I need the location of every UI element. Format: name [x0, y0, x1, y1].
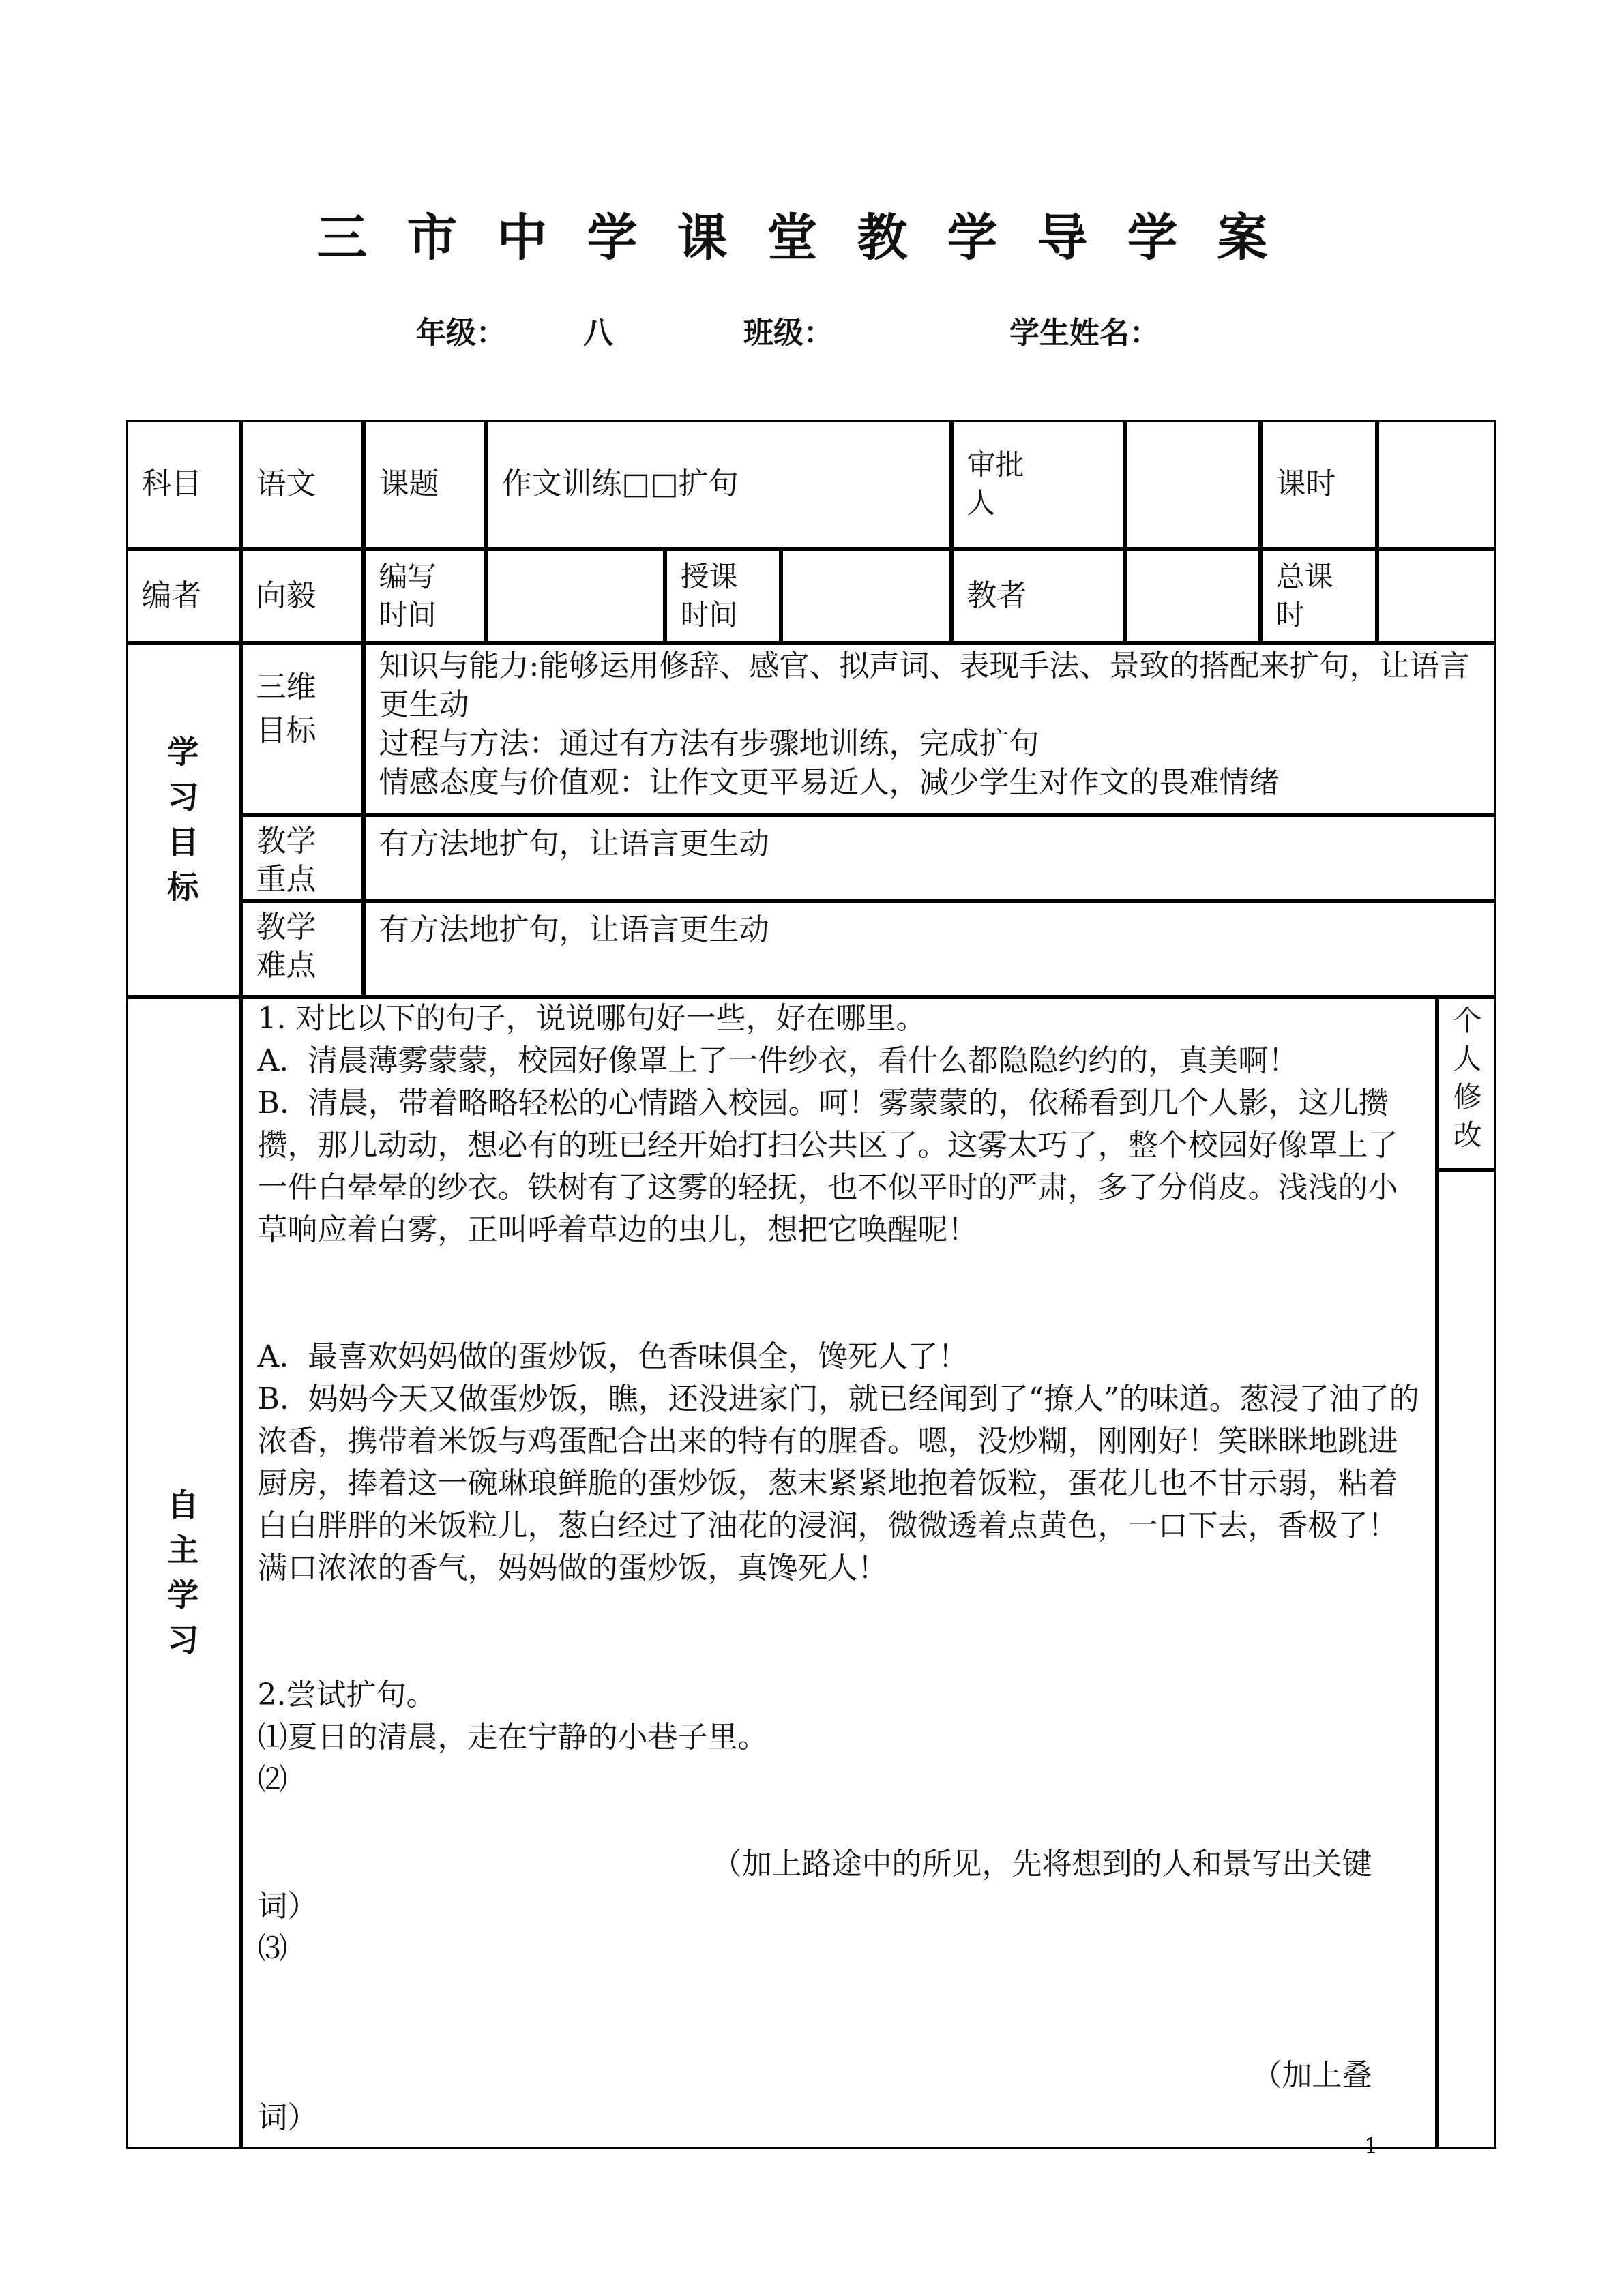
- page-number: 1: [1364, 2133, 1378, 2159]
- q2-item-1: ⑴夏日的清晨，走在宁静的小巷子里。: [257, 1719, 768, 1755]
- total-hours-value-cell: [1377, 549, 1496, 643]
- write-time-label-cell: 编写时间: [364, 549, 486, 643]
- personal-edit-label-cell: 个人修改: [1437, 997, 1496, 1170]
- q1-option-b1: B. 清晨，带着略略轻松的心情踏入校园。呵！雾蒙蒙的，依稀看到几个人影，这儿攒攒，那儿动动，想必有的班已经开始打扫公共区了。这雾太巧了，整个校园好像罩上了一件白晕晕的纱衣。铁树有了这雾的轻抚，也不似平时的严肃，多了分俏皮。浅浅的小草响应着白雾，正叫呼着草边的虫儿，想把它唤醒呢！: [257, 1085, 1398, 1247]
- teach-time-value-cell: [781, 549, 951, 643]
- difficulty-label-cell: 教学难点: [241, 901, 364, 997]
- q2-hint-3-end: 词）: [257, 2100, 318, 2135]
- grade-value: 八: [583, 316, 613, 351]
- objectives-section-label: 学习目标: [126, 643, 241, 997]
- q1-title: 1. 对比以下的句子，说说哪句好一些，好在哪里。: [257, 1000, 926, 1036]
- student-name-label: 学生姓名：: [1009, 316, 1160, 351]
- grade-label: 年级：: [416, 316, 506, 351]
- total-hours-label-cell: 总课时: [1260, 549, 1377, 643]
- key-point-label-cell: 教学重点: [241, 815, 364, 901]
- objective-process: 过程与方法：通过有方法有步骤地训练，完成扩句: [379, 726, 1039, 761]
- student-info-line: [0, 308, 1624, 356]
- three-dim-objectives: [364, 643, 1496, 815]
- teach-time-label-cell: 授课时间: [665, 549, 781, 643]
- hours-value-cell: [1377, 420, 1496, 549]
- subject-value-cell: 语文: [241, 420, 364, 549]
- page-title: 三市中学课堂教学导学案: [316, 209, 1308, 267]
- q2-item-2: ⑵: [257, 1761, 288, 1797]
- self-study-content: [241, 997, 1437, 2149]
- class-label: 班级：: [743, 316, 833, 351]
- q1-option-b2: B. 妈妈今天又做蛋炒饭，瞧，还没进家门，就已经闻到了“撩人”的味道。葱浸了油了的浓香，携带着米饭与鸡蛋配合出来的特有的腥香。嗯，没炒糊，刚刚好！笑眯眯地跳进厨房，捧着这一碗琳琅鲜脆的蛋炒饭，葱末紧紧地抱着饭粒，蛋花儿也不甘示弱，粘着白白胖胖的米饭粒儿，葱白经过了油花的浸润，微微透着点黄色，一口下去，香极了！满口浓浓的香气，妈妈做的蛋炒饭，真馋死人！: [257, 1381, 1419, 1585]
- editor-value-cell: 向毅: [241, 549, 364, 643]
- teacher-label-cell: 教者: [951, 549, 1125, 643]
- teacher-value-cell: [1125, 549, 1260, 643]
- editor-label-cell: 编者: [126, 549, 241, 643]
- subject-label-cell: 科目: [126, 420, 241, 549]
- three-dim-label-cell: 三维目标: [241, 643, 364, 815]
- write-time-value-cell: [486, 549, 665, 643]
- approver-value-cell: [1125, 420, 1260, 549]
- q1-option-a2: A. 最喜欢妈妈做的蛋炒饭，色香味俱全，馋死人了！: [257, 1339, 969, 1374]
- q2-hint-2-end: 词）: [257, 1888, 318, 1924]
- self-study-section-label: 自主学习: [126, 997, 241, 2149]
- personal-edit-area[interactable]: [1437, 1170, 1496, 2149]
- approver-label-cell: 审批人: [951, 420, 1125, 549]
- q2-title: 2.尝试扩句。: [257, 1677, 437, 1712]
- q2-hint-3: （加上叠: [1252, 2057, 1372, 2093]
- key-point-value-cell: 有方法地扩句，让语言更生动: [364, 815, 1496, 901]
- topic-label-cell: 课题: [364, 420, 486, 549]
- hours-label-cell: 课时: [1260, 420, 1377, 549]
- q1-option-a1: A. 清晨薄雾蒙蒙，校园好像罩上了一件纱衣，看什么都隐隐约约的，真美啊！: [257, 1043, 1299, 1078]
- q2-hint-2: （加上路途中的所见，先将想到的人和景写出关键: [711, 1846, 1372, 1881]
- difficulty-value-cell: 有方法地扩句，让语言更生动: [364, 901, 1496, 997]
- q2-item-3: ⑶: [257, 1930, 288, 1966]
- objective-knowledge: 知识与能力:能够运用修辞、感官、拟声词、表现手法、景致的搭配来扩句，让语言更生动: [379, 648, 1470, 722]
- topic-value-cell: 作文训练□□扩句: [486, 420, 951, 549]
- objective-emotion: 情感态度与价值观：让作文更平易近人，减少学生对作文的畏难情绪: [379, 764, 1280, 800]
